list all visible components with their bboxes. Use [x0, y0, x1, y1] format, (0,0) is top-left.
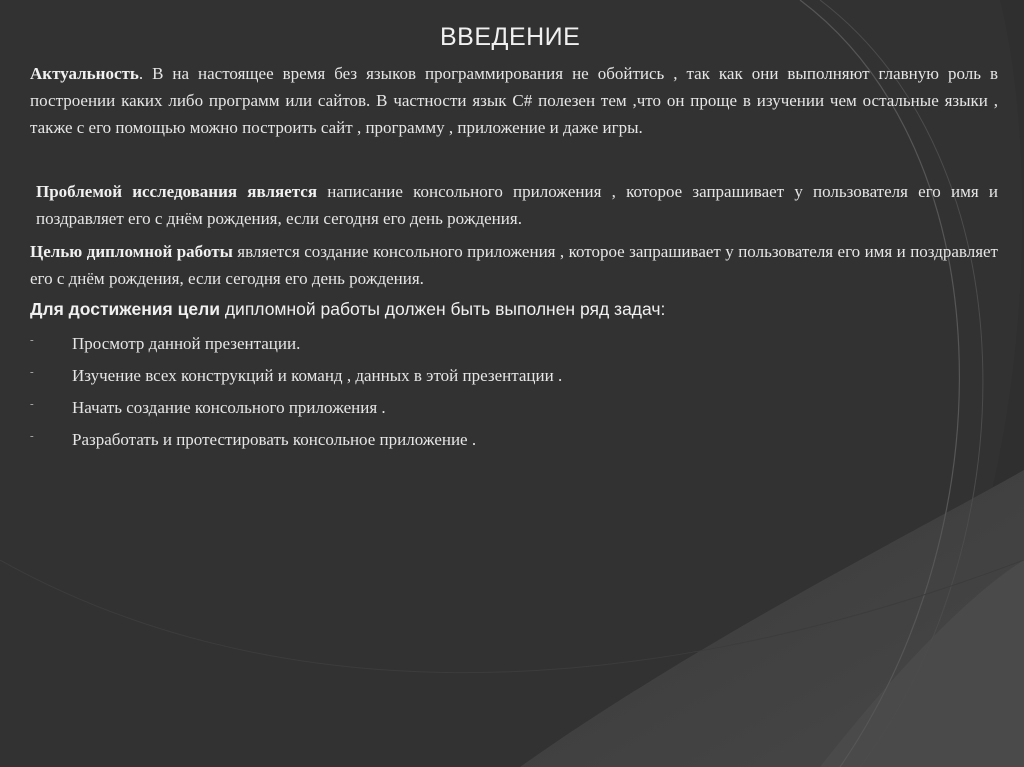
tasks-heading-bold: Для достижения цели [30, 299, 220, 319]
task-text: Изучение всех конструкций и команд , данных в этой презентации . [72, 366, 563, 385]
list-item [30, 360, 998, 392]
problem-paragraph [36, 178, 998, 232]
bullet-dash: - [30, 430, 34, 442]
relevance-paragraph [30, 60, 998, 141]
goal-label: Целью дипломной работы [30, 242, 233, 261]
problem-text: написание консольного приложения , которое запрашивает у пользователя его имя и поздравляет его с днём рождения, если сегодня его день рождения. [36, 182, 998, 228]
tasks-heading-text: дипломной работы должен быть выполнен ряд задач: [219, 299, 666, 319]
task-text: Просмотр данной презентации. [72, 334, 301, 353]
bullet-dash: - [30, 366, 34, 378]
problem-label: Проблемой исследования является [36, 182, 318, 201]
task-list [30, 328, 998, 456]
goal-paragraph [30, 238, 998, 292]
task-text: Разработать и протестировать консольное приложение . [72, 430, 477, 449]
task-text: Начать создание консольного приложения . [72, 398, 386, 417]
list-item [30, 328, 998, 360]
bullet-dash: - [30, 398, 34, 410]
relevance-label: Актуальность [30, 64, 139, 83]
goal-text: является создание консольного приложения , которое запрашивает у пользователя его имя и поздравляет его с днём рождения, если сегодня его день рождения. [30, 242, 998, 288]
list-item [30, 392, 998, 424]
list-item [30, 424, 998, 456]
bullet-dash: - [30, 334, 34, 346]
slide-title: ВВЕДЕНИЕ [440, 23, 581, 51]
relevance-text: . В на настоящее время без языков программирования не обойтись , так как они выполняют главную роль в построении каких либо программ или сайтов. В частности язык С# полезен тем ,что он проще в изучении чем остальные языки , также с его помощью можно построить сайт , программу , приложение и даже игры. [30, 64, 998, 137]
tasks-heading [30, 296, 998, 323]
